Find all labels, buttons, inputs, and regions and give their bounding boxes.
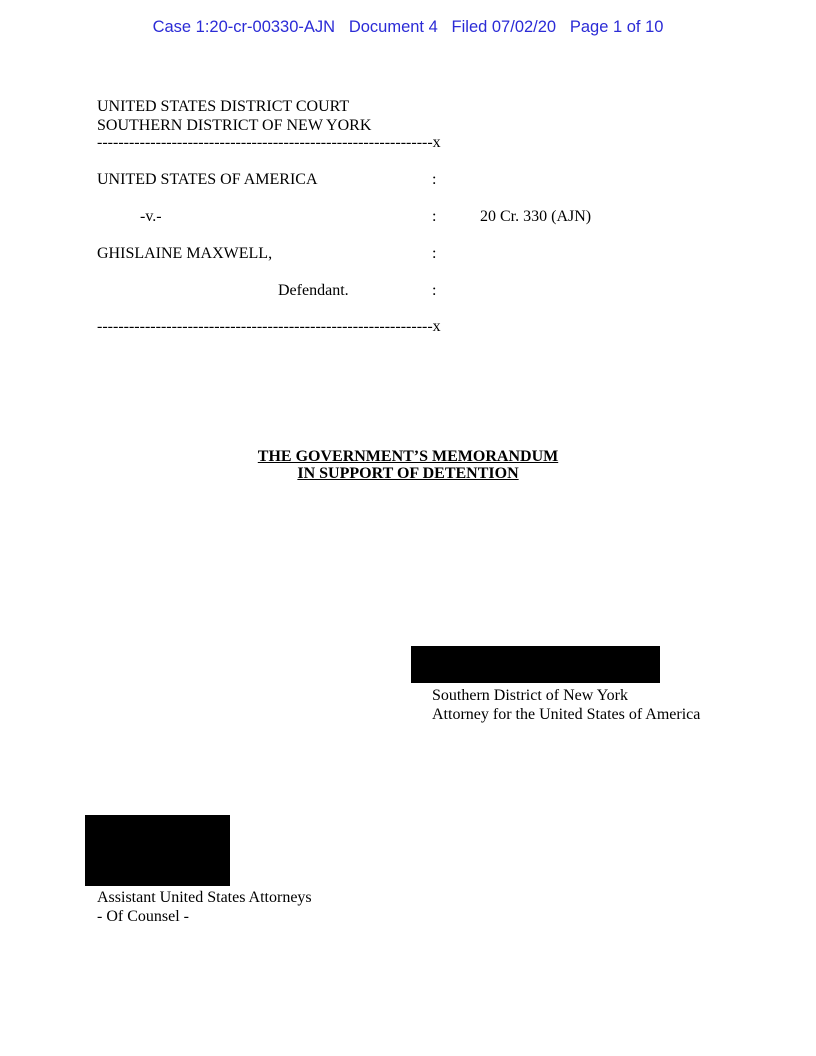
case-number: 20 Cr. 330 (AJN) — [480, 208, 592, 225]
document-title-line1: THE GOVERNMENT’S MEMORANDUM — [257, 448, 559, 465]
caption-colon: : — [432, 245, 437, 262]
court-name-line1: UNITED STATES DISTRICT COURT — [97, 98, 350, 115]
court-name — [97, 97, 371, 135]
caption-colon: : — [432, 208, 437, 225]
defendant-role-label: Defendant. — [278, 282, 349, 299]
signature-line2: Attorney for the United States of America — [432, 706, 701, 723]
signature-line1: Southern District of New York — [432, 687, 628, 704]
redaction-block-signature — [411, 646, 660, 683]
counsel-line1: Assistant United States Attorneys — [97, 889, 312, 906]
caption-divider-top: ---------------------------------------------------------------x — [97, 134, 441, 151]
redaction-block-counsel — [85, 815, 230, 886]
document-title — [0, 448, 816, 482]
versus-label: -v.- — [140, 208, 162, 225]
counsel-block — [97, 888, 312, 926]
ecf-header-stamp: Case 1:20-cr-00330-AJN Document 4 Filed 07/02/20 Page 1 of 10 — [152, 18, 664, 36]
defendant-name: GHISLAINE MAXWELL, — [97, 245, 273, 262]
court-name-line2: SOUTHERN DISTRICT OF NEW YORK — [97, 117, 372, 134]
counsel-line2: - Of Counsel - — [97, 908, 189, 925]
document-title-line2: IN SUPPORT OF DETENTION — [297, 465, 519, 482]
plaintiff-name: UNITED STATES OF AMERICA — [97, 171, 318, 188]
caption-colon: : — [432, 282, 437, 299]
caption-divider-bottom: ---------------------------------------------------------------x — [97, 318, 441, 335]
caption-colon: : — [432, 171, 437, 188]
signature-block — [432, 686, 700, 724]
